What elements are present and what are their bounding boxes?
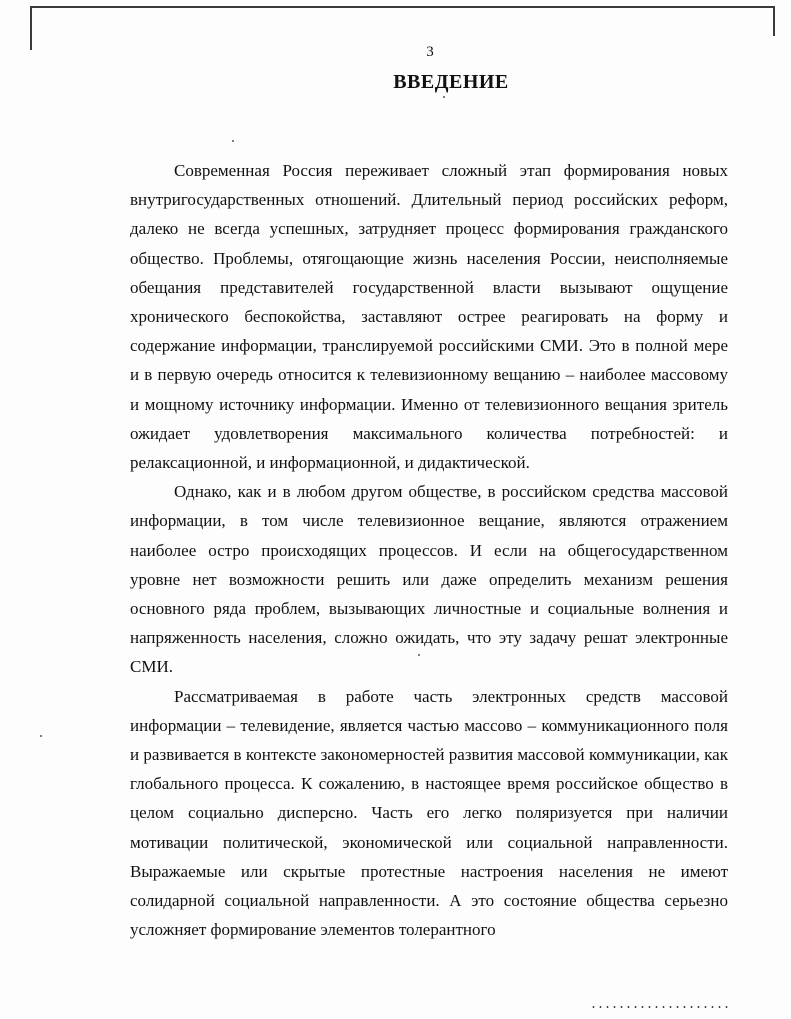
paragraph: Современная Россия переживает сложный этап формирования новых внутригосударственных отношений. Длительный период российских реформ, далеко не всегда успешных, затрудняет процесс формирования гражданского общество. Проблемы, отягощающие жизнь населения России, неисполняемые обещания представителей государственной власти вызывают ощущение хронического беспокойства, заставляют острее реагировать на форму и содержание информации, транслируемой российскими СМИ. Это в полной мере и в первую очередь относится к телевизионному вещанию – наиболее массовому и мощному источнику информации. Именно от телевизионного вещания зритель ожидает удовлетворения максимального количества потребностей: и релаксационной, и информационной, и дидактической. [130,161,728,473]
scan-speck [443,96,445,98]
body-text [130,156,728,944]
scan-speck [40,735,42,737]
paragraph: Однако, как и в любом другом обществе, в российском средства массовой информации, в том числе телевизионное вещание, являются отражением наиболее остро происходящих процессов. И если на общегосударственном уровне нет возможности решить или даже определить механизм решения основного ряда проблем, вызывающих личностные и социальные волнения и напряженность населения, сложно ожидать, что эту задачу решат электронные СМИ. [130,482,728,677]
paragraph: Рассматриваемая в работе часть электронных средств массовой информации – телевидение, является частью массово – коммуникационного поля и развивается в контексте закономерностей развития массовой коммуникации, как глобального процесса. К сожалению, в настоящее время российское общество в целом социально дисперсно. Часть его легко поляризуется при наличии мотивации политической, экономической или социальной направленности. Выражаемые или скрытые протестные настроения населения не имеют солидарной социальной направленности. А это состояние общества серьезно усложняет формирование элементов толерантного [130,686,728,940]
scan-border-top [30,6,775,8]
page-title: ВВЕДЕНИЕ [393,71,509,93]
scan-border-right [773,6,775,36]
scan-bottom-dots [590,1006,730,1008]
page-number: 3 [426,44,434,60]
scan-speck [232,140,234,142]
